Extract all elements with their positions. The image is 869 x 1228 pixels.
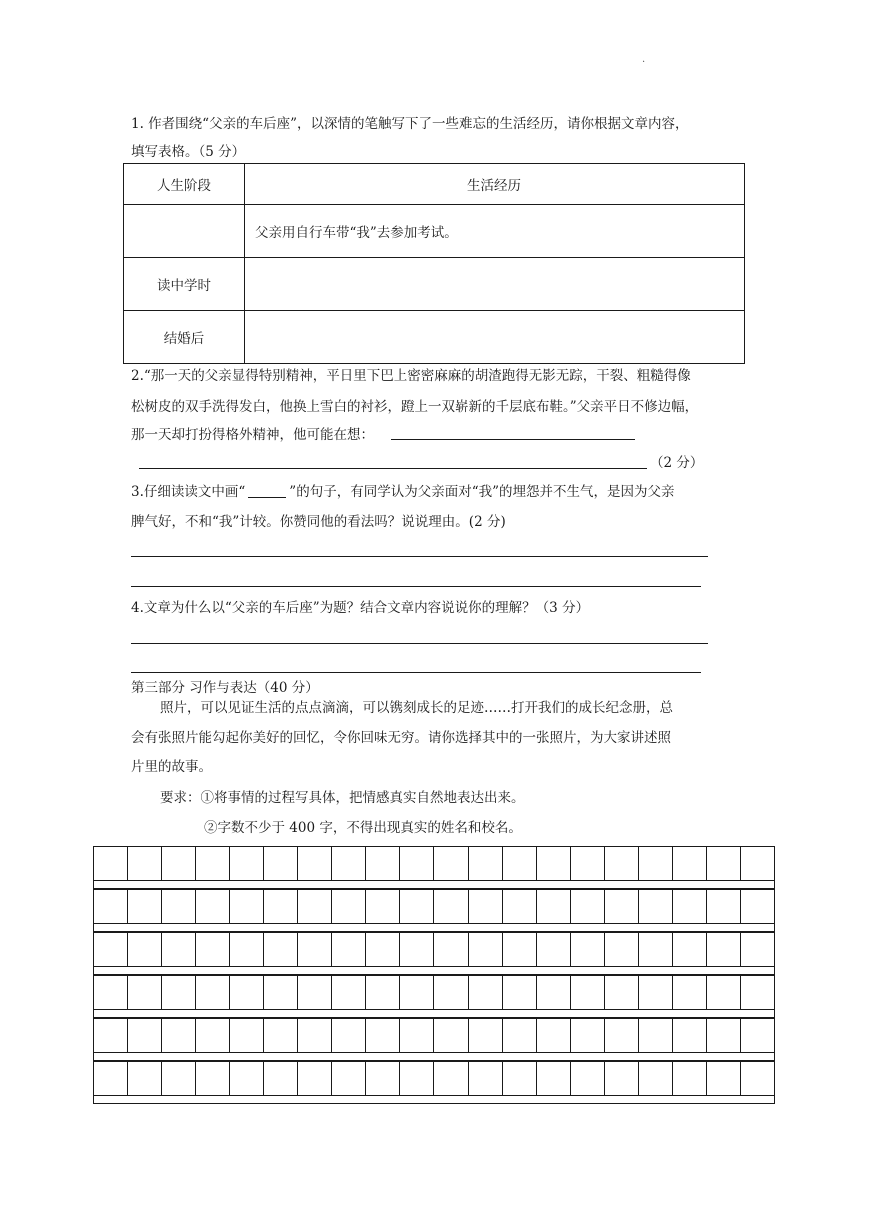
grid-cell[interactable] bbox=[366, 1062, 400, 1095]
grid-cell[interactable] bbox=[639, 933, 673, 966]
q4-answer-line-2[interactable] bbox=[131, 672, 701, 673]
q4-answer-line-1[interactable] bbox=[131, 643, 708, 644]
grid-cell[interactable] bbox=[605, 1062, 639, 1095]
grid-cell[interactable] bbox=[400, 1062, 434, 1095]
grid-cell[interactable] bbox=[264, 933, 298, 966]
part3-title: 第三部分 习作与表达（40 分） bbox=[131, 680, 319, 696]
grid-cell[interactable] bbox=[332, 1019, 366, 1052]
grid-cell[interactable] bbox=[94, 1062, 128, 1095]
grid-cell[interactable] bbox=[537, 847, 571, 880]
part3-requirement-2: ②字数不少于 400 字，不得出现真实的姓名和校名。 bbox=[204, 820, 522, 836]
grid-cell[interactable] bbox=[741, 847, 774, 880]
q2-score: （2 分） bbox=[650, 455, 704, 471]
grid-cell[interactable] bbox=[400, 890, 434, 923]
grid-cell[interactable] bbox=[503, 933, 537, 966]
grid-cell[interactable] bbox=[571, 1062, 605, 1095]
table-row bbox=[124, 205, 745, 258]
grid-cell[interactable] bbox=[128, 933, 162, 966]
grid-cell[interactable] bbox=[162, 976, 196, 1009]
q3-line1-part-b: ”的句子，有同学认为父亲面对“我”的埋怨并不生气，是因为父亲 bbox=[289, 484, 675, 500]
stage-cell-3: 结婚后 bbox=[124, 311, 245, 364]
grid-cell[interactable] bbox=[741, 933, 774, 966]
grid-cell[interactable] bbox=[469, 976, 503, 1009]
grid-row-gap bbox=[93, 924, 775, 932]
grid-cell[interactable] bbox=[298, 890, 332, 923]
part3-requirement-1: 要求：①将事情的过程写具体，把情感真实自然地表达出来。 bbox=[160, 790, 525, 806]
grid-cell[interactable] bbox=[230, 1019, 264, 1052]
grid-cell[interactable] bbox=[94, 847, 128, 880]
grid-cell[interactable] bbox=[707, 1019, 741, 1052]
grid-cell[interactable] bbox=[537, 976, 571, 1009]
grid-row bbox=[93, 889, 775, 924]
grid-cell[interactable] bbox=[366, 976, 400, 1009]
grid-cell[interactable] bbox=[196, 1019, 230, 1052]
grid-cell[interactable] bbox=[230, 1062, 264, 1095]
q1-line2: 填写表格。（5 分） bbox=[131, 144, 246, 160]
grid-cell[interactable] bbox=[469, 890, 503, 923]
grid-cell[interactable] bbox=[673, 890, 707, 923]
grid-cell[interactable] bbox=[400, 847, 434, 880]
grid-cell[interactable] bbox=[639, 890, 673, 923]
q3-line2: 脾气好，不和“我”计较。你赞同他的看法吗？说说理由。(2 分) bbox=[131, 514, 506, 530]
grid-cell[interactable] bbox=[571, 847, 605, 880]
grid-cell[interactable] bbox=[332, 847, 366, 880]
grid-cell[interactable] bbox=[537, 1019, 571, 1052]
q2-line1: 2.“那一天的父亲显得特别精神，平日里下巴上密密麻麻的胡渣跑得无影无踪，干裂、粗糙得像 bbox=[131, 368, 691, 384]
life-cell-3[interactable] bbox=[245, 311, 745, 364]
grid-cell[interactable] bbox=[332, 933, 366, 966]
grid-cell[interactable] bbox=[128, 847, 162, 880]
life-cell-1: 父亲用自行车带“我”去参加考试。 bbox=[245, 205, 745, 258]
grid-cell[interactable] bbox=[639, 847, 673, 880]
grid-cell[interactable] bbox=[400, 1019, 434, 1052]
table-header-row bbox=[124, 164, 745, 205]
grid-cell[interactable] bbox=[332, 976, 366, 1009]
grid-cell[interactable] bbox=[298, 976, 332, 1009]
grid-cell[interactable] bbox=[707, 847, 741, 880]
grid-cell[interactable] bbox=[434, 847, 468, 880]
grid-cell[interactable] bbox=[434, 890, 468, 923]
grid-cell[interactable] bbox=[571, 976, 605, 1009]
grid-cell[interactable] bbox=[639, 976, 673, 1009]
grid-cell[interactable] bbox=[434, 1062, 468, 1095]
grid-cell[interactable] bbox=[230, 933, 264, 966]
q4-line1: 4.文章为什么以“父亲的车后座”为题？结合文章内容说说你的理解？（3 分） bbox=[131, 600, 590, 616]
grid-cell[interactable] bbox=[673, 847, 707, 880]
grid-cell[interactable] bbox=[162, 1062, 196, 1095]
q3-answer-line-1[interactable] bbox=[131, 556, 708, 557]
grid-cell[interactable] bbox=[162, 933, 196, 966]
grid-cell[interactable] bbox=[264, 1062, 298, 1095]
grid-cell[interactable] bbox=[128, 1062, 162, 1095]
header-stage: 人生阶段 bbox=[124, 164, 245, 205]
grid-cell[interactable] bbox=[230, 890, 264, 923]
grid-cell[interactable] bbox=[639, 1019, 673, 1052]
table-row bbox=[124, 311, 745, 364]
grid-cell[interactable] bbox=[230, 847, 264, 880]
grid-cell[interactable] bbox=[741, 1019, 774, 1052]
grid-cell[interactable] bbox=[196, 890, 230, 923]
grid-cell[interactable] bbox=[196, 933, 230, 966]
grid-cell[interactable] bbox=[537, 890, 571, 923]
grid-row bbox=[93, 846, 775, 881]
life-cell-2[interactable] bbox=[245, 258, 745, 311]
grid-cell[interactable] bbox=[400, 976, 434, 1009]
q3-answer-line-2[interactable] bbox=[131, 586, 701, 587]
grid-cell[interactable] bbox=[332, 890, 366, 923]
grid-cell[interactable] bbox=[503, 1019, 537, 1052]
grid-cell[interactable] bbox=[673, 933, 707, 966]
grid-cell[interactable] bbox=[400, 933, 434, 966]
grid-row-gap bbox=[93, 881, 775, 889]
grid-cell[interactable] bbox=[434, 976, 468, 1009]
grid-cell[interactable] bbox=[366, 890, 400, 923]
grid-cell[interactable] bbox=[741, 1062, 774, 1095]
grid-cell[interactable] bbox=[707, 1062, 741, 1095]
grid-cell[interactable] bbox=[503, 976, 537, 1009]
grid-cell[interactable] bbox=[639, 1062, 673, 1095]
grid-cell[interactable] bbox=[196, 847, 230, 880]
q2-line2: 松树皮的双手洗得发白，他换上雪白的衬衫，蹬上一双崭新的千层底布鞋。”父亲平日不修边幅， bbox=[131, 399, 699, 415]
grid-cell[interactable] bbox=[264, 1019, 298, 1052]
grid-cell[interactable] bbox=[503, 890, 537, 923]
grid-cell[interactable] bbox=[264, 890, 298, 923]
grid-cell[interactable] bbox=[264, 847, 298, 880]
grid-cell[interactable] bbox=[162, 1019, 196, 1052]
grid-cell[interactable] bbox=[366, 933, 400, 966]
grid-row-gap bbox=[93, 1053, 775, 1061]
grid-cell[interactable] bbox=[469, 1019, 503, 1052]
grid-cell[interactable] bbox=[162, 890, 196, 923]
grid-row bbox=[93, 975, 775, 1010]
grid-cell[interactable] bbox=[673, 1019, 707, 1052]
grid-cell[interactable] bbox=[571, 933, 605, 966]
grid-cell[interactable] bbox=[605, 933, 639, 966]
q2-answer-line-2[interactable] bbox=[139, 468, 647, 469]
grid-cell[interactable] bbox=[707, 890, 741, 923]
grid-cell[interactable] bbox=[230, 976, 264, 1009]
grid-cell[interactable] bbox=[605, 1019, 639, 1052]
grid-cell[interactable] bbox=[332, 1062, 366, 1095]
header-mark: . bbox=[642, 54, 646, 65]
stage-cell-2: 读中学时 bbox=[124, 258, 245, 311]
grid-cell[interactable] bbox=[264, 976, 298, 1009]
grid-cell[interactable] bbox=[94, 976, 128, 1009]
grid-cell[interactable] bbox=[128, 890, 162, 923]
grid-cell[interactable] bbox=[128, 1019, 162, 1052]
grid-cell[interactable] bbox=[707, 933, 741, 966]
grid-row bbox=[93, 1018, 775, 1053]
grid-cell[interactable] bbox=[196, 976, 230, 1009]
grid-cell[interactable] bbox=[196, 1062, 230, 1095]
part3-para-line3: 片里的故事。 bbox=[131, 759, 212, 775]
grid-cell[interactable] bbox=[741, 890, 774, 923]
grid-cell[interactable] bbox=[298, 1062, 332, 1095]
header-life: 生活经历 bbox=[245, 164, 745, 205]
grid-cell[interactable] bbox=[503, 847, 537, 880]
grid-cell[interactable] bbox=[94, 1019, 128, 1052]
grid-cell[interactable] bbox=[537, 933, 571, 966]
grid-cell[interactable] bbox=[94, 890, 128, 923]
grid-cell[interactable] bbox=[605, 847, 639, 880]
part3-para-line2: 会有张照片能勾起你美好的回忆，令你回味无穷。请你选择其中的一张照片，为大家讲述照 bbox=[131, 730, 671, 746]
q2-answer-line-1[interactable] bbox=[391, 439, 635, 440]
grid-row-gap bbox=[93, 1010, 775, 1018]
grid-cell[interactable] bbox=[741, 976, 774, 1009]
grid-cell[interactable] bbox=[605, 890, 639, 923]
grid-cell[interactable] bbox=[298, 1019, 332, 1052]
composition-grid bbox=[93, 846, 775, 1104]
grid-cell[interactable] bbox=[128, 976, 162, 1009]
grid-row-gap bbox=[93, 967, 775, 975]
grid-cell[interactable] bbox=[469, 847, 503, 880]
grid-cell[interactable] bbox=[469, 1062, 503, 1095]
grid-cell[interactable] bbox=[673, 1062, 707, 1095]
grid-cell[interactable] bbox=[673, 976, 707, 1009]
grid-row-gap bbox=[93, 1096, 775, 1104]
grid-cell[interactable] bbox=[469, 933, 503, 966]
grid-cell[interactable] bbox=[571, 1019, 605, 1052]
grid-cell[interactable] bbox=[298, 847, 332, 880]
underline-mark bbox=[248, 483, 286, 498]
grid-cell[interactable] bbox=[503, 1062, 537, 1095]
grid-cell[interactable] bbox=[537, 1062, 571, 1095]
grid-cell[interactable] bbox=[162, 847, 196, 880]
grid-cell[interactable] bbox=[298, 933, 332, 966]
grid-cell[interactable] bbox=[434, 1019, 468, 1052]
grid-cell[interactable] bbox=[434, 933, 468, 966]
grid-cell[interactable] bbox=[605, 976, 639, 1009]
grid-row bbox=[93, 1061, 775, 1096]
q2-line3: 那一天却打扮得格外精神，他可能在想： bbox=[131, 427, 374, 443]
grid-cell[interactable] bbox=[366, 1019, 400, 1052]
stage-cell-1[interactable] bbox=[124, 205, 245, 258]
grid-cell[interactable] bbox=[571, 890, 605, 923]
experience-table bbox=[123, 163, 745, 364]
grid-cell[interactable] bbox=[707, 976, 741, 1009]
part3-para-line1: 照片，可以见证生活的点点滴滴，可以镌刻成长的足迹……打开我们的成长纪念册，总 bbox=[160, 700, 673, 716]
q1-line1: 1. 作者围绕“父亲的车后座”，以深情的笔触写下了一些难忘的生活经历，请你根据文章内容， bbox=[131, 116, 689, 132]
q3-line1 bbox=[131, 482, 675, 502]
table-row bbox=[124, 258, 745, 311]
grid-cell[interactable] bbox=[366, 847, 400, 880]
grid-row bbox=[93, 932, 775, 967]
grid-cell[interactable] bbox=[94, 933, 128, 966]
q3-line1-part-a: 3.仔细读读文中画“ bbox=[131, 484, 246, 500]
